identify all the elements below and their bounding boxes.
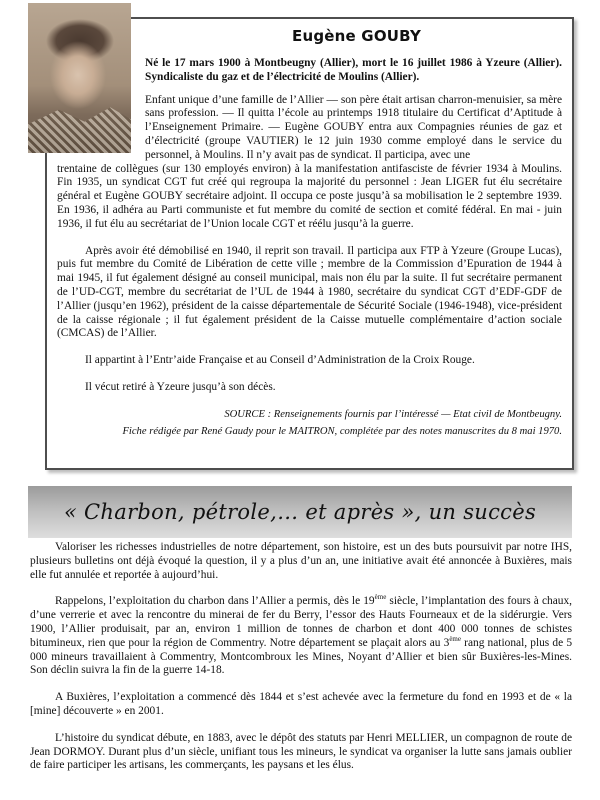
biography-paragraph-2: Après avoir été démobilisé en 1940, il reprit son travail. Il participa aux FTP à Yzeure (Groupe Lucas), puis fut membre du Comité de Libération de cette ville ; membre de la Commission d’Epuration de 1944 à mai 1945, il fut également désigné au conseil municipal, mais non élu par la suite. Il fut secrétaire permanent de l’UD-CGT, membre du secrétariat de l’UL de 1944 à 1980, secrétaire du syndicat CGT d’EDF-GDF de l’Allier (jusqu’en 1962), président de la caisse départementale de Sécurité Sociale (1946-1948), vice-président de la caisse régionale ; il fut également président de la Caisse mutuelle complémentaire d’action sociale (CMCAS) de l’Allier. [57,244,562,340]
article-paragraph-1: Valoriser les richesses industrielles de notre département, son histoire, est un des buts poursuivit par notre IHS, plusieurs bulletins ont déjà évoqué la question, il y a plus d’un an, une initiative avait été annoncée à Buxières, mais elle fut annulée et reportée à aujourd’hui. [30,541,572,581]
biography-paragraph-4: Il vécut retiré à Yzeure jusqu’à son décès. [85,380,276,393]
biography-paragraph-3: Il appartint à l’Entr’aide Française et au Conseil d’Administration de la Croix Rouge. [85,354,475,367]
portrait-photo [28,3,131,153]
biography-lead: Né le 17 mars 1900 à Montbeugny (Allier), mort le 16 juillet 1986 à Yzeure (Allier). Syndicaliste du gaz et de l’électricité de Moulins (Allier). [145,57,562,83]
article-paragraph-2-text-b: siècle, l’implantation des fours à chaux, d’une verrerie et avec la rencontre du minerai de fer du Berry, l’essor des Hauts Fourneaux et de la sidérurgie. Vers 1900, l’Allier produisait, par an, environ 1 million de tonnes de charbon et dont 400 000 tonnes de schistes bitumineux, rien que pour la région de Commentry. Notre département se plaçait alors au 3 [30,595,573,649]
article-paragraph-2 [30,595,572,678]
article-title: « Charbon, pétrole,… et après », un succès [63,500,537,524]
biography-paragraph-1-cont: trentaine de collègues (sur 130 employés environ) à la manifestation antifasciste de février 1934 à Moulins. Fin 1935, un syndicat CGT fut créé qui regroupa la majorité du personnel : Jean LIGER fut élu secrétaire général et Eugène GOUBY secrétaire adjoint. Il occupa ce poste jusqu’à sa mobilisation le 2 septembre 1939. En 1936, il adhéra au Parti communiste et fut membre du comité de section et comité fédéral. En mai - juin 1936, il fut élu au secrétariat de l’Union locale CGT et réélu jusqu’à la guerre. [57,162,562,230]
article-banner [28,486,572,538]
article-paragraph-2-text-a: Rappelons, l’exploitation du charbon dans l’Allier a permis, dès le 19 [55,595,375,608]
portrait-scarf [28,105,131,153]
article-paragraph-3: A Buxières, l’exploitation a commencé dès 1844 et s’est achevée avec la fermeture du fond en 1993 et de « la [mine] découverte » en 2001. [30,691,572,717]
biography-title: Eugène GOUBY [292,27,422,45]
article-body [30,541,572,786]
biography-source-line-1: SOURCE : Renseignements fournis par l’intéressé — Etat civil de Montbeugny. [224,408,562,420]
biography-text [57,57,562,439]
superscript: ème [374,593,387,602]
article-paragraph-4: L’histoire du syndicat débute, en 1883, avec le dépôt des statuts par Henri MELLIER, un compagnon de route de Jean DORMOY. Durant plus d’un siècle, unifiant tous les mineurs, le syndicat va organiser la lutte sans jamais oublier de faire participer les artisans, les commerçants, les paysans et les élus. [30,731,572,772]
superscript: ème [449,634,461,643]
article-paragraph-2-text-c: rang national, plus de 5 000 mineurs travaillaient à Commentry, Montcombroux les Mines, Noyant d’Allier et bien sûr Buxières-les-Mines. Son déclin suivra la fin de la guerre 14-18. [30,636,573,677]
biography-paragraph-1-start: Enfant unique d’une famille de l’Allier — son père était artisan charron-menuisier, sa mère sans profession. — Il quitta l’école au printemps 1918 titulaire du Certificat d’Aptitude à l’Enseignement Primaire. — Eugène GOUBY entra aux Compagnies réunies de gaz et d’électricité (groupe VAUTIER) le 12 juin 1930 comme employé dans le service du personnel, à Moulins. Il n’y avait pas de syndicat. Il participa, avec une [145,93,562,161]
biography-source-line-2: Fiche rédigée par René Gaudy pour le MAITRON, complétée par des notes manuscrites du 8 mai 1970. [122,426,562,438]
